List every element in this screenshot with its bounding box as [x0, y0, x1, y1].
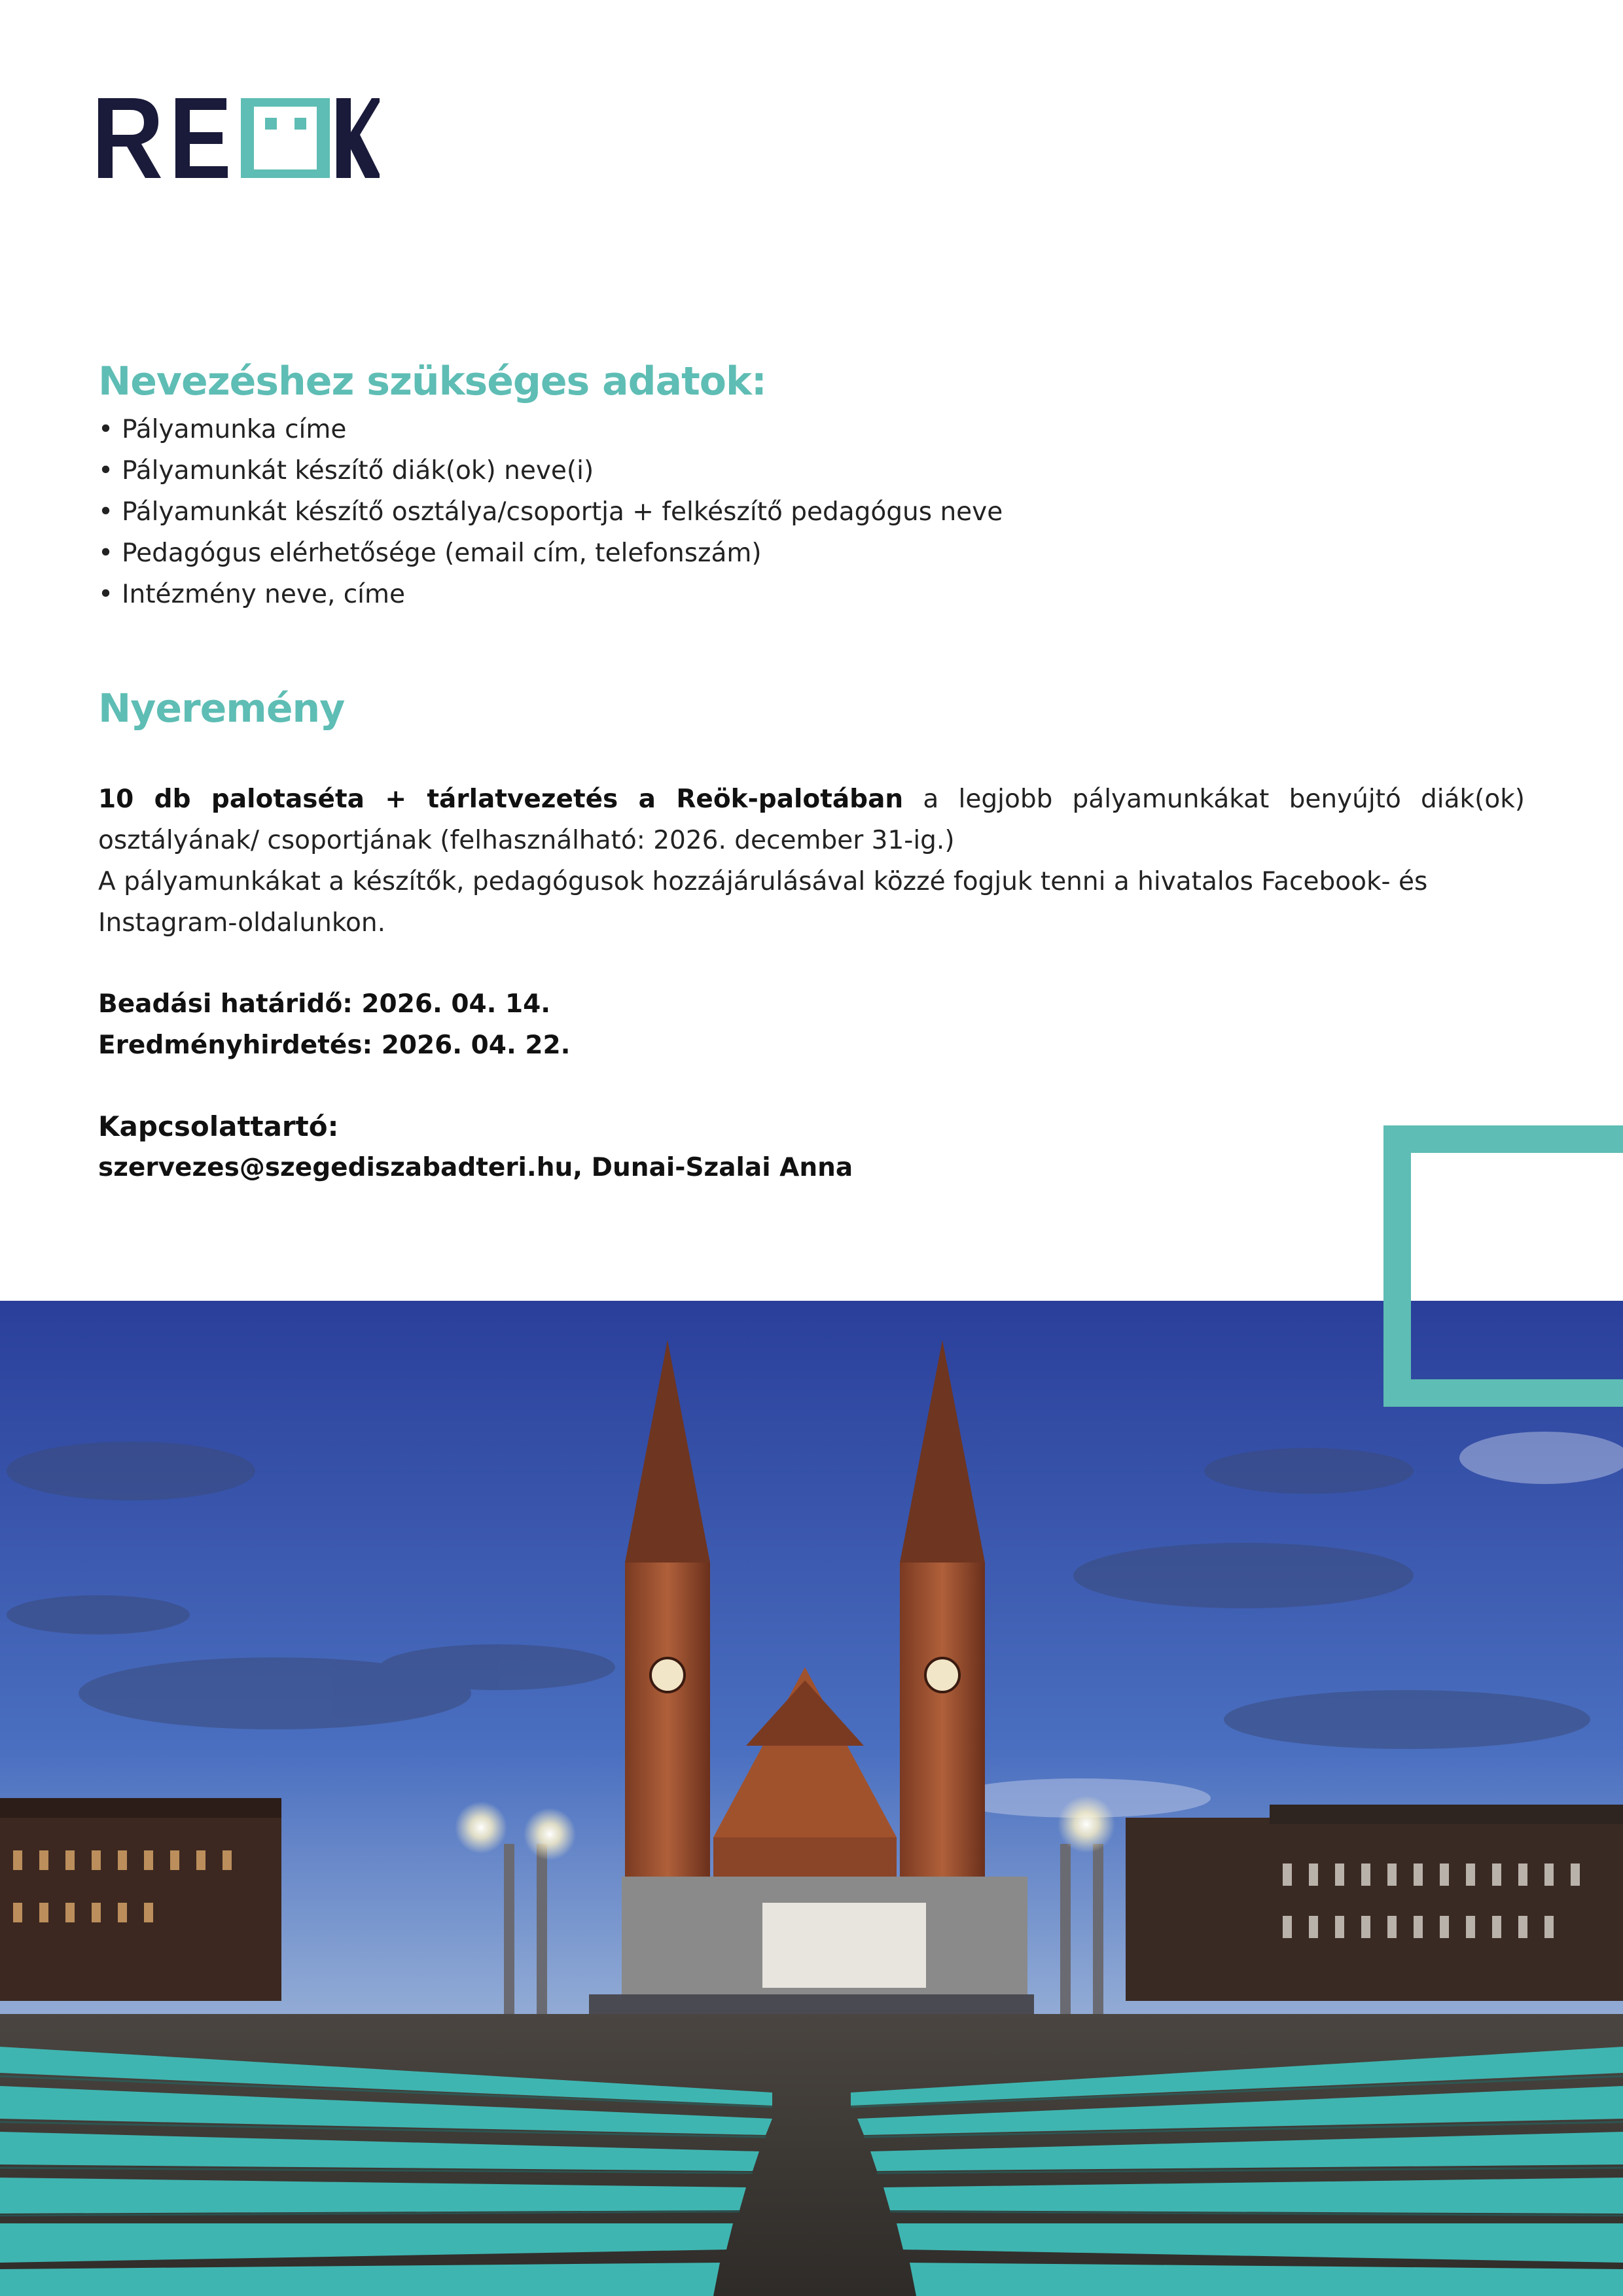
list-item: • Intézmény neve, címe [98, 580, 405, 609]
publication-note: A pályamunkákat a készítők, pedagógusok hozzájárulásával közzé fogjuk tenni a hivatalos Facebook- és Instagram-oldalunkon. [98, 867, 1428, 938]
list-item: • Pályamunkát készítő osztálya/csoportja + felkészítő pedagógus neve [98, 497, 1003, 527]
list-item: • Pályamunka címe [98, 415, 347, 444]
prize-bold-text: 10 db palotaséta + tárlatvezetés a Reök-palotában [98, 785, 904, 814]
requirements-heading: Nevezéshez szükséges adatok: [98, 359, 766, 404]
contact-heading: Kapcsolattartó: [98, 1110, 339, 1142]
prize-heading: Nyeremény [98, 686, 345, 732]
results-date: Eredményhirdetés: 2026. 04. 22. [98, 1031, 571, 1060]
contact-details: szervezes@szegediszabadteri.hu, Dunai-Szalai Anna [98, 1153, 853, 1182]
list-item: • Pályamunkát készítő diák(ok) neve(i) [98, 456, 594, 486]
accent-frame [1383, 1125, 1623, 1407]
prize-description [98, 779, 1525, 861]
cathedral-stage-photo [0, 1301, 1623, 2296]
reok-logo [98, 98, 380, 178]
list-item: • Pedagógus elérhetősége (email cím, telefonszám) [98, 539, 762, 568]
prize-rest-text: a legjobb pályamunkákat benyújtó diák(ok) osztályának/ csoportjának (felhasználható: 2026. december 31-ig.) [98, 785, 1525, 855]
requirements-list [98, 409, 1003, 615]
deadline: Beadási határidő: 2026. 04. 14. [98, 989, 551, 1019]
